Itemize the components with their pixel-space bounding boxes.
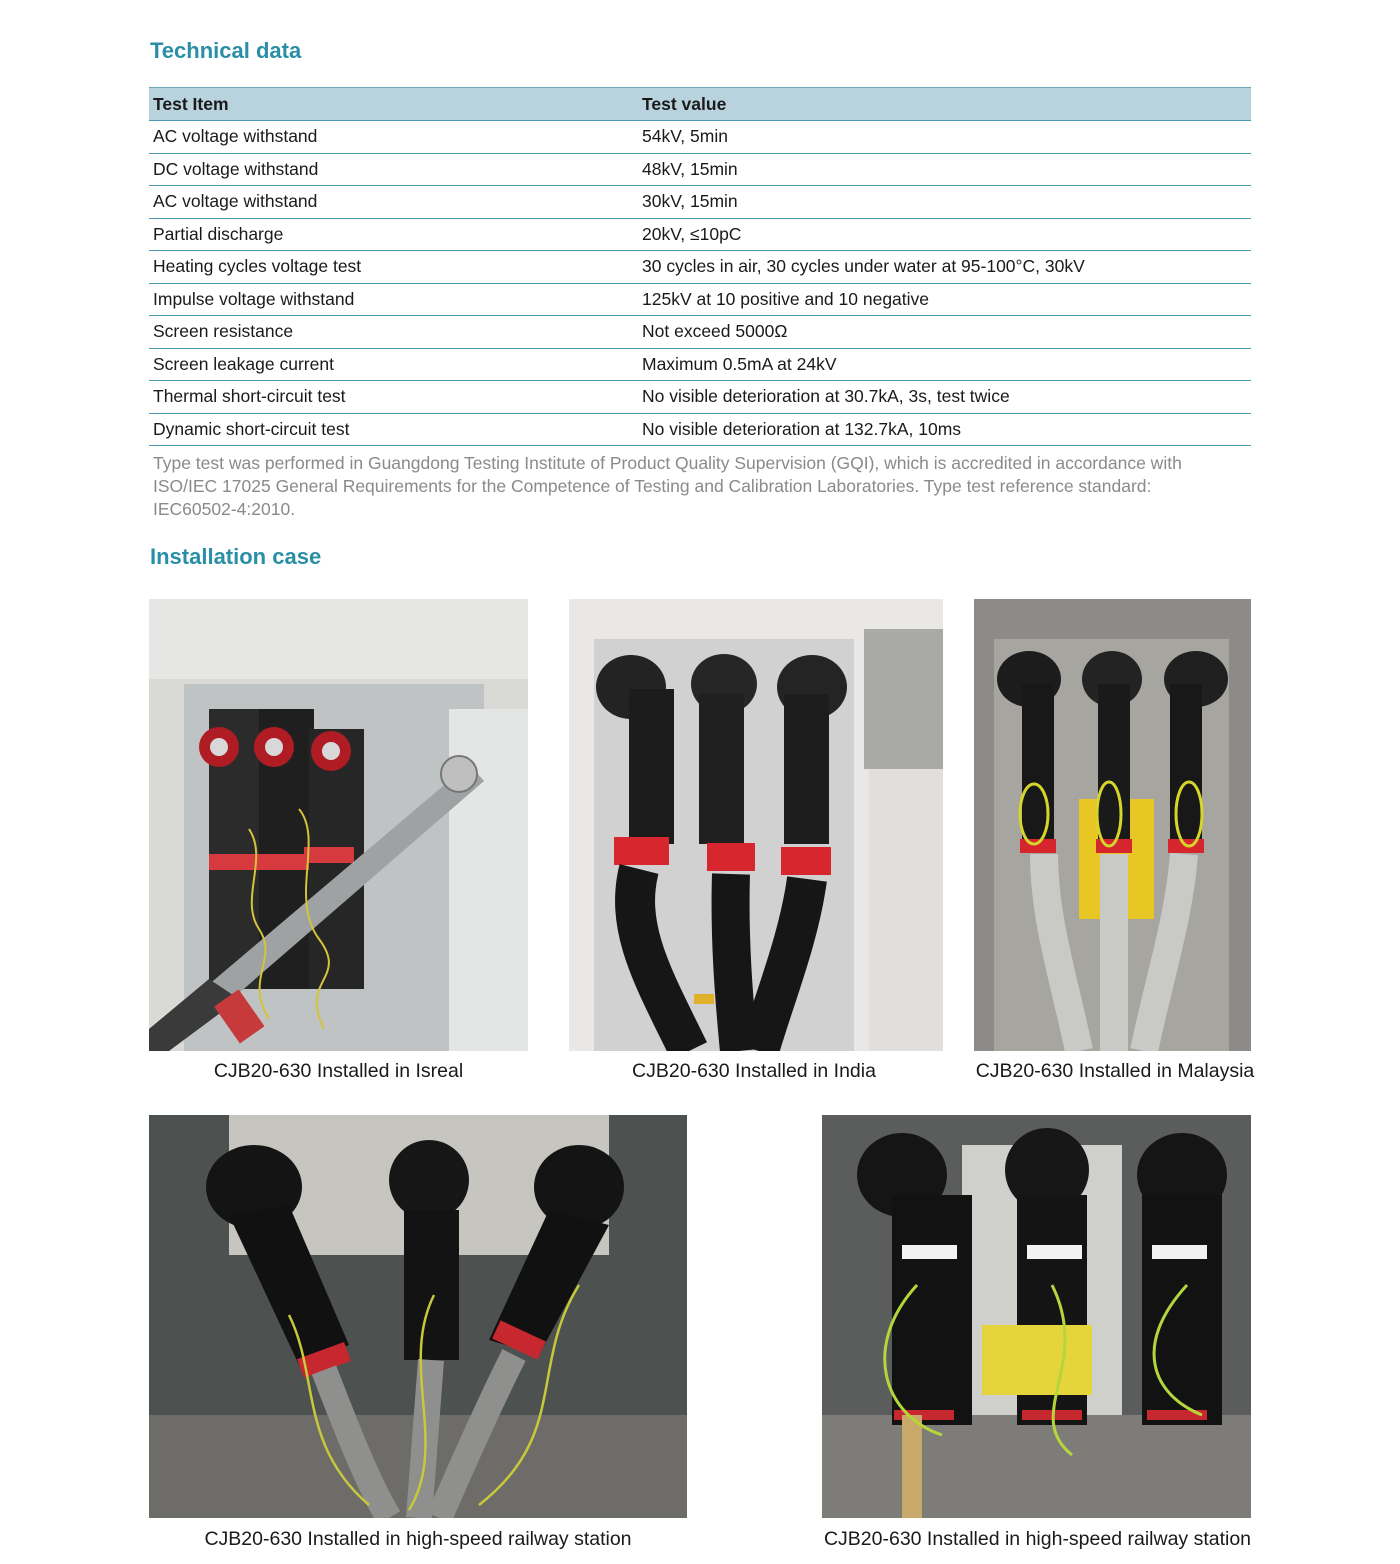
test-value-cell: Maximum 0.5mA at 24kV	[638, 348, 1251, 381]
table-row	[149, 381, 1251, 414]
test-item-cell: DC voltage withstand	[149, 153, 638, 186]
table-row	[149, 348, 1251, 381]
test-value-cell: No visible deterioration at 30.7kA, 3s, test twice	[638, 381, 1251, 414]
test-item-cell: Thermal short-circuit test	[149, 381, 638, 414]
installation-photo-malaysia	[974, 599, 1251, 1051]
type-test-note: Type test was performed in Guangdong Testing Institute of Product Quality Supervision (GQI), which is accredited in accordance with ISO/IEC 17025 General Requirements for the Competence of Testing and Calibration Laboratories. Type test reference standard: IEC60502-4:2010.	[153, 453, 1182, 519]
table-header-row	[149, 88, 1251, 121]
caption-israel: CJB20-630 Installed in Isreal	[213, 1060, 464, 1082]
table-row	[149, 218, 1251, 251]
caption-india: CJB20-630 Installed in India	[632, 1060, 876, 1082]
test-value-cell: 20kV, ≤10pC	[638, 218, 1251, 251]
caption-railway-1: CJB20-630 Installed in high-speed railway station	[204, 1528, 632, 1550]
table-row	[149, 121, 1251, 154]
test-item-cell: Dynamic short-circuit test	[149, 413, 638, 446]
installation-photo-israel	[149, 599, 528, 1051]
table-row	[149, 186, 1251, 219]
table-row	[149, 316, 1251, 349]
technical-data-table	[149, 87, 1251, 446]
test-item-cell: Screen leakage current	[149, 348, 638, 381]
installation-photo-railway-2	[822, 1115, 1251, 1518]
test-item-cell: AC voltage withstand	[149, 121, 638, 154]
test-value-cell: 125kV at 10 positive and 10 negative	[638, 283, 1251, 316]
test-item-cell: AC voltage withstand	[149, 186, 638, 219]
test-value-cell: No visible deterioration at 132.7kA, 10ms	[638, 413, 1251, 446]
column-header-test-value: Test value	[638, 88, 1251, 121]
test-item-cell: Impulse voltage withstand	[149, 283, 638, 316]
installation-photo-railway-1	[149, 1115, 687, 1518]
installation-photo-india	[569, 599, 943, 1051]
test-item-cell: Heating cycles voltage test	[149, 251, 638, 284]
table-row	[149, 251, 1251, 284]
table-row	[149, 153, 1251, 186]
technical-data-title: Technical data	[150, 38, 302, 63]
test-value-cell: Not exceed 5000Ω	[638, 316, 1251, 349]
test-value-cell: 30kV, 15min	[638, 186, 1251, 219]
test-value-cell: 54kV, 5min	[638, 121, 1251, 154]
test-item-cell: Screen resistance	[149, 316, 638, 349]
test-value-cell: 30 cycles in air, 30 cycles under water at 95-100°C, 30kV	[638, 251, 1251, 284]
table-row	[149, 283, 1251, 316]
installation-case-title: Installation case	[150, 544, 322, 569]
test-item-cell: Partial discharge	[149, 218, 638, 251]
test-value-cell: 48kV, 15min	[638, 153, 1251, 186]
column-header-test-item: Test Item	[149, 88, 638, 121]
caption-railway-2: CJB20-630 Installed in high-speed railway station	[823, 1528, 1252, 1550]
caption-malaysia: CJB20-630 Installed in Malaysia	[975, 1060, 1255, 1082]
table-row	[149, 413, 1251, 446]
